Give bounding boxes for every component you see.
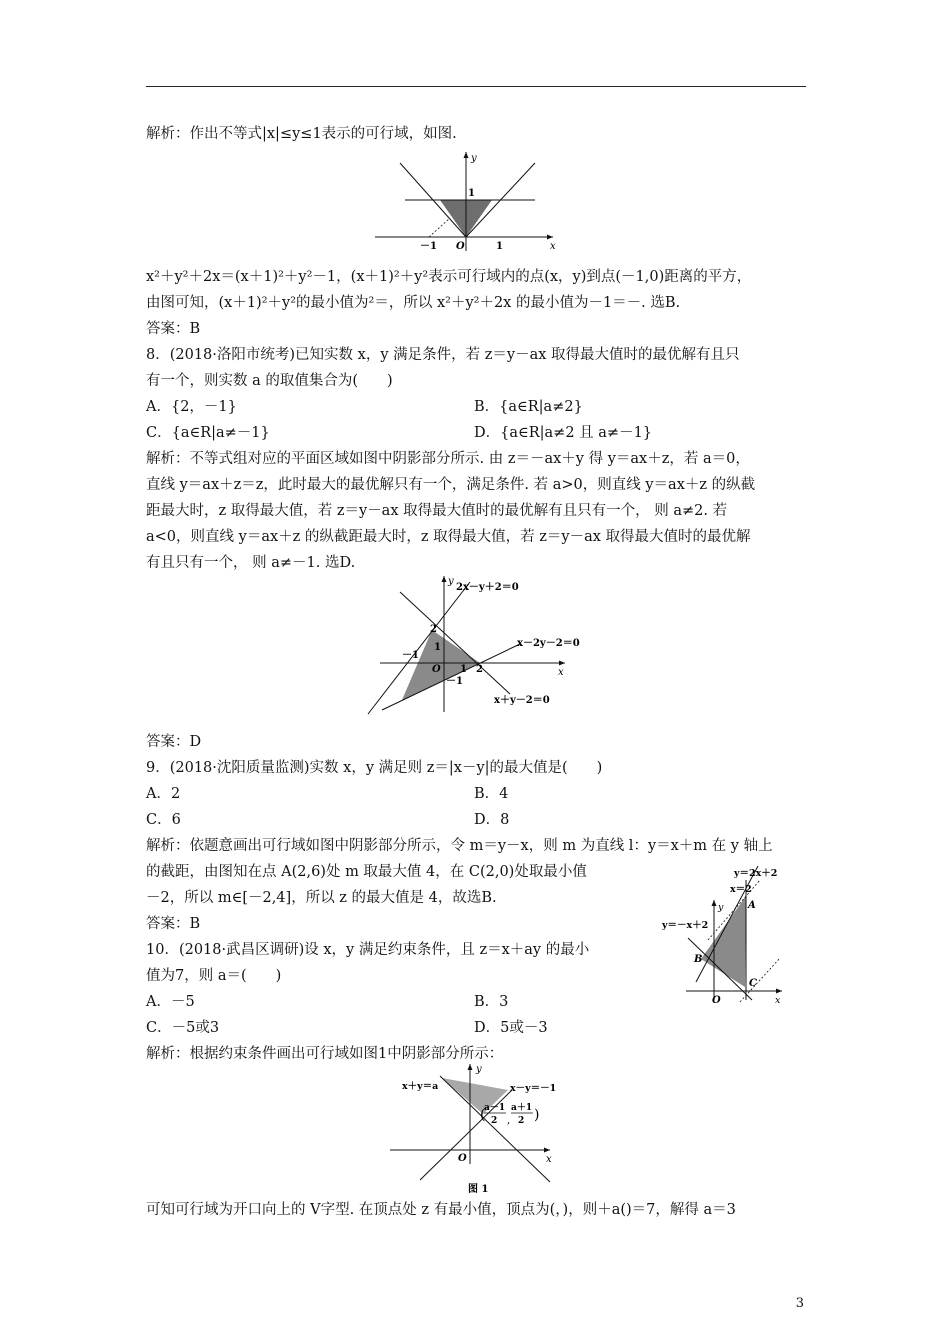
text-line: 解析：不等式组对应的平面区域如图中阴影部分所示. 由 z＝－ax＋y 得 y＝ax＋z，若 a＝0， bbox=[146, 451, 750, 467]
line-label: 2x－y＋2＝0 bbox=[456, 582, 519, 593]
text-line: 直线 y＝ax＋z＝z，此时最大的最优解只有一个，满足条件. 若 a>0，则直线 y＝ax＋z 的纵截 bbox=[146, 477, 756, 493]
figure-q9-region bbox=[658, 862, 788, 1004]
question-10-cont: 值为7，则 a＝( ) bbox=[146, 968, 282, 984]
line-label: y＝－x＋2 bbox=[662, 920, 709, 931]
option-d: D．{a∈R|a≠2 且 a≠－1} bbox=[474, 425, 653, 441]
option-b: B．{a∈R|a≠2} bbox=[474, 399, 583, 415]
text-line: 由图可知，(x＋1)²＋y²的最小值为²＝，所以 x²＋y²＋2x 的最小值为－1＝－. 选B. bbox=[146, 295, 681, 311]
feasible-region bbox=[701, 896, 746, 987]
figure-triangle-region bbox=[360, 572, 600, 720]
line-label: x＝2 bbox=[730, 884, 752, 895]
y-arrow bbox=[464, 152, 469, 158]
tick-label: 1 bbox=[434, 642, 441, 653]
option-a: A．2 bbox=[146, 786, 181, 802]
answer-line: 答案：D bbox=[146, 734, 202, 750]
text-line: a<0，则直线 y＝ax＋z 的纵截距最大时，z 取得最大值，若 z＝y－ax 取得最大值时的最优解 bbox=[146, 529, 751, 545]
text-line: 的截距，由图知在点 A(2,6)处 m 取最大值 4，在 C(2,0)处取最小值 bbox=[146, 864, 587, 880]
option-c: C．－5或3 bbox=[146, 1020, 220, 1036]
paren: ( bbox=[480, 1107, 486, 1123]
tick-label: 2 bbox=[430, 624, 437, 635]
axis-label-x: x bbox=[775, 995, 781, 1004]
origin-label: O bbox=[458, 1153, 467, 1164]
text-line: 距最大时，z 取得最大值，若 z＝y－ax 取得最大值时的最优解有且只有一个， 则 a≠2. 若 bbox=[146, 503, 728, 519]
answer-line: 答案：B bbox=[146, 916, 201, 932]
line-label: y＝2x＋2 bbox=[734, 868, 778, 879]
text-line: 有且只有一个， 则 a≠－1. 选D. bbox=[146, 555, 356, 571]
option-d: D．5或－3 bbox=[474, 1020, 548, 1036]
y-arrow bbox=[712, 900, 717, 906]
page-number: 3 bbox=[795, 1296, 804, 1311]
vertex-label: a＋1 bbox=[511, 1103, 533, 1113]
x-arrow bbox=[547, 235, 553, 240]
option-c: C．6 bbox=[146, 812, 181, 828]
vertex-label: 2 bbox=[518, 1116, 525, 1126]
tick-label: －1 bbox=[420, 241, 437, 252]
paren: ) bbox=[534, 1107, 540, 1123]
option-d: D．8 bbox=[474, 812, 510, 828]
dashed-distance bbox=[429, 218, 450, 237]
axis-label-x: x bbox=[550, 241, 556, 252]
line-label: x＋y－2＝0 bbox=[494, 695, 550, 706]
x-arrow bbox=[544, 1148, 550, 1153]
vertex-label: a－1 bbox=[484, 1103, 506, 1113]
axis-label-y: y bbox=[718, 902, 724, 913]
text-line: x²＋y²＋2x＝(x＋1)²＋y²－1，(x＋1)²＋y²表示可行域内的点(x，y)到点(－1,0)距离的平方， bbox=[146, 269, 752, 285]
point-label: B bbox=[694, 954, 703, 965]
axis-label-y: y bbox=[471, 153, 477, 164]
origin-label: O bbox=[712, 995, 721, 1004]
line-label: x－y＝－1 bbox=[510, 1083, 557, 1094]
option-b: B．4 bbox=[474, 786, 509, 802]
origin-label: O bbox=[456, 241, 465, 252]
y-arrow bbox=[442, 576, 447, 582]
option-a: A．{2，－1} bbox=[146, 399, 237, 415]
tick-label: －1 bbox=[446, 676, 463, 687]
figure-caption: 图 1 bbox=[468, 1184, 489, 1195]
text-line: 解析：作出不等式|x|≤y≤1表示的可行域，如图. bbox=[146, 126, 457, 142]
axis-label-y: y bbox=[476, 1064, 482, 1075]
option-b: B．3 bbox=[474, 994, 509, 1010]
question-10: 10．(2018·武昌区调研)设 x，y 满足约束条件，且 z＝x＋ay 的最小 bbox=[146, 942, 590, 958]
option-a: A．－5 bbox=[146, 994, 195, 1010]
text-line: 解析：根据约束条件画出可行域如图1中阴影部分所示： bbox=[146, 1046, 504, 1062]
option-c: C．{a∈R|a≠－1} bbox=[146, 425, 270, 441]
tick-label: 1 bbox=[496, 241, 503, 252]
x-arrow bbox=[776, 989, 782, 994]
tick-label: 2 bbox=[476, 664, 483, 675]
tick-label: －1 bbox=[402, 650, 419, 661]
figure-v-region bbox=[380, 1060, 580, 1200]
question-8: 8．(2018·洛阳市统考)已知实数 x，y 满足条件，若 z＝y－ax 取得最大值时的最优解有且只 bbox=[146, 347, 740, 363]
point-label: A bbox=[748, 900, 756, 911]
comma: , bbox=[507, 1115, 511, 1126]
text-line: 可知可行域为开口向上的 V字型. 在顶点处 z 有最小值，顶点为(，)，则＋a()＝7，解得 a＝3 bbox=[146, 1202, 736, 1218]
tick-label: 1 bbox=[460, 664, 467, 675]
line-label: x－2y－2＝0 bbox=[517, 638, 580, 649]
text-line: 解析：依题意画出可行域如图中阴影部分所示，令 m＝y－x，则 m 为直线 l：y＝x＋m 在 y 轴上 bbox=[146, 838, 773, 854]
question-9: 9．(2018·沈阳质量监测)实数 x，y 满足则 z＝|x－y|的最大值是( ) bbox=[146, 760, 603, 776]
figure-abs-region bbox=[370, 148, 560, 253]
axis-label-x: x bbox=[546, 1154, 552, 1165]
y-arrow bbox=[468, 1064, 473, 1070]
answer-line: 答案：B bbox=[146, 321, 201, 337]
feasible-region bbox=[402, 630, 480, 700]
text-line: －2，所以 m∈[－2,4]，所以 z 的最大值是 4，故选B. bbox=[146, 890, 497, 906]
question-8-cont: 有一个，则实数 a 的取值集合为( ) bbox=[146, 373, 393, 389]
tick-label: 1 bbox=[468, 188, 475, 199]
origin-label: O bbox=[432, 664, 441, 675]
x-arrow bbox=[559, 661, 565, 666]
header-rule bbox=[146, 86, 806, 87]
point-label: C bbox=[749, 978, 757, 989]
vertex-label: 2 bbox=[491, 1116, 498, 1126]
axis-label-x: x bbox=[558, 667, 564, 678]
axis-label-y: y bbox=[448, 576, 454, 587]
line-label: x＋y＝a bbox=[402, 1081, 439, 1092]
